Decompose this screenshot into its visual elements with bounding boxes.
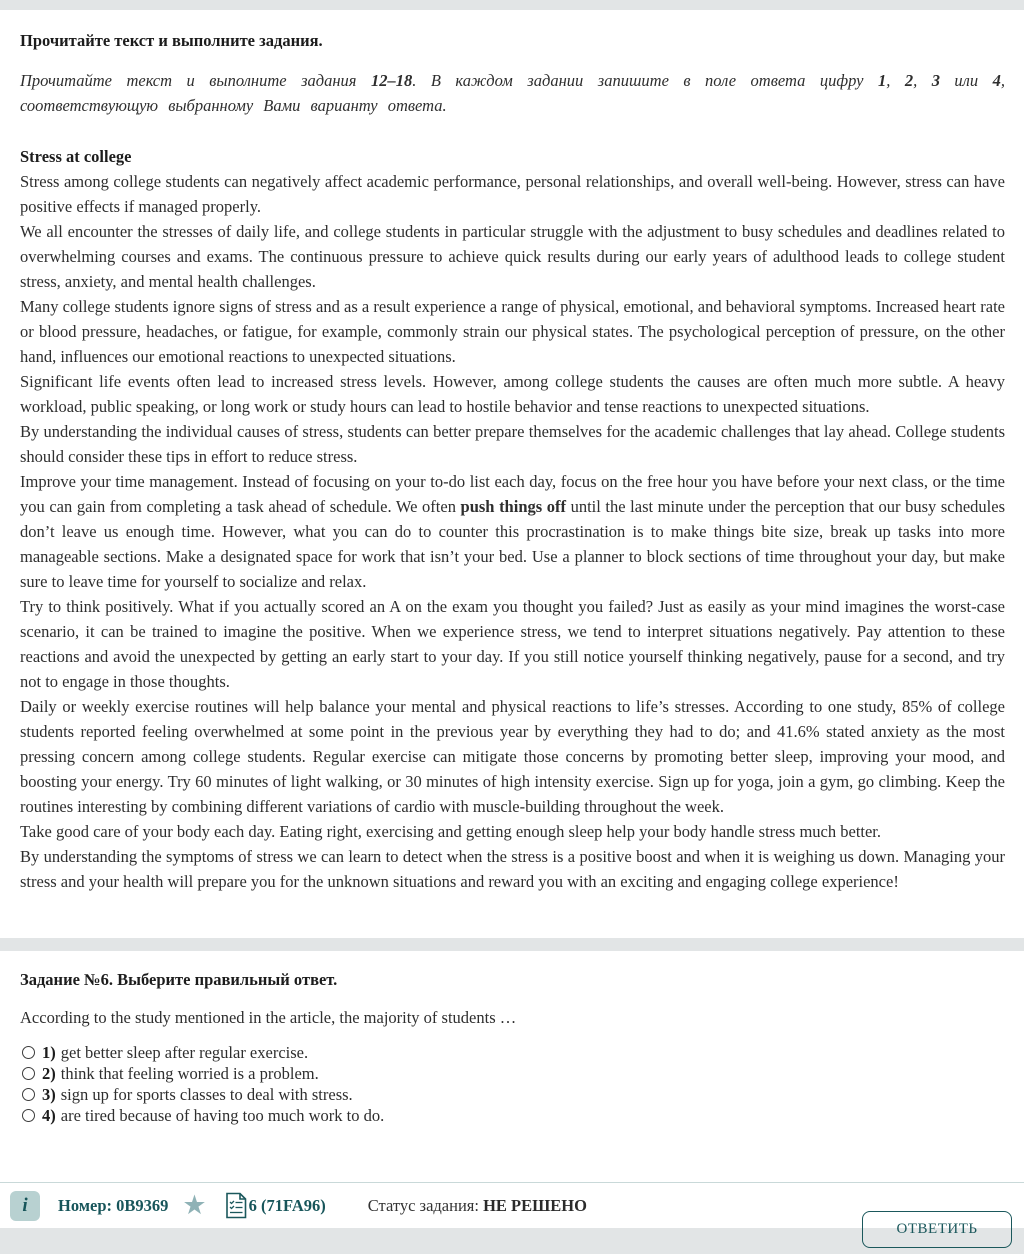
section-divider [0, 938, 1024, 951]
article-text-run: By understanding the individual causes of stress, students can better prepare themselves for the academic challenges that lay ahead. College students should consider these tips in effort to reduce stress. [20, 422, 1005, 466]
article [20, 144, 1005, 894]
article-emphasis: push things off [460, 497, 566, 516]
article-paragraph [20, 294, 1005, 369]
option-number: 3) [42, 1084, 56, 1104]
status-label: Статус задания: [367, 1195, 479, 1215]
task-number-label: Номер: [58, 1195, 113, 1215]
intro-text-run: . В каждом задании запишите в поле ответа цифру [412, 71, 878, 90]
article-paragraph [20, 819, 1005, 844]
top-bar [0, 0, 1024, 10]
intro-text-run: или [939, 71, 993, 90]
article-text-run: By understanding the symptoms of stress we can learn to detect when the stress is a positive boost and when it is weighing us down. Managing your stress and your health will prepare you for the unknown situations and reward you with an exciting and engaging college experience! [20, 847, 1005, 891]
intro-emphasis: 2 [904, 71, 914, 90]
article-text-run: Improve your time management. Instead of focusing on your to-do list each day, focus on the free hour you have before your next class, or the time you can gain from completing a task ahead of schedule. We often [20, 472, 1005, 516]
document-icon-glyph [225, 1192, 247, 1219]
article-paragraph [20, 594, 1005, 694]
option-number: 4) [42, 1105, 56, 1125]
option-number: 2) [42, 1063, 56, 1083]
intro-emphasis: 1 [877, 71, 887, 90]
article-text-run: Take good care of your body each day. Eating right, exercising and getting enough sleep help your body handle stress much better. [20, 822, 882, 841]
options-list [20, 1042, 1005, 1126]
article-text-run: We all encounter the stresses of daily life, and college students in particular struggle with the adjustment to busy schedules and deadlines related to overwhelming courses and exams. The continuous pressure to achieve quick results during our early years of adulthood leads to college student stress, anxiety, and mental health challenges. [20, 222, 1005, 291]
radio-button[interactable] [22, 1046, 35, 1059]
option-row[interactable] [20, 1042, 1005, 1063]
article-text-run: Significant life events often lead to increased stress levels. However, among college students the causes are often much more subtle. A heavy workload, public speaking, or long work or study hours can lead to hostile behavior and tense reactions to unexpected situations. [20, 372, 1005, 416]
answer-button[interactable]: ОТВЕТИТЬ [862, 1211, 1012, 1248]
option-number: 1) [42, 1042, 56, 1062]
article-paragraph [20, 469, 1005, 594]
article-paragraph [20, 369, 1005, 419]
intro-emphasis: 3 [931, 71, 940, 90]
option-row[interactable] [20, 1084, 1005, 1105]
option-row[interactable] [20, 1105, 1005, 1126]
info-icon[interactable]: i [10, 1191, 40, 1221]
question-header: Задание №6. Выберите правильный ответ. [20, 970, 338, 989]
article-text-run: Stress among college students can negatively affect academic performance, personal relationships, and overall well-being. However, stress can have positive effects if managed properly. [20, 172, 1005, 216]
article-paragraph [20, 219, 1005, 294]
question-text: According to the study mentioned in the article, the majority of students … [20, 1008, 517, 1027]
intro-text-run: , соответствующую выбранному Вами варианту ответа. [20, 71, 1005, 115]
document-icon[interactable] [225, 1192, 247, 1219]
option-text: sign up for sports classes to deal with stress. [60, 1084, 353, 1104]
intro-text-run: , [913, 71, 932, 90]
article-title: Stress at college [20, 147, 132, 166]
article-text-run: Daily or weekly exercise routines will help balance your mental and physical reactions to life’s stresses. According to one study, 85% of college students reported feeling overwhelmed at some point in the previous year by everything they had to do; and 41.6% stated anxiety as the most pressing concern among college students. Regular exercise can mitigate those concerns by promoting better sleep, improving your mood, and boosting your energy. Try 60 minutes of light walking, or 30 minutes of high intensity exercise. Sign up for yoga, join a gym, go climbing. Keep the routines interesting by combining different variations of cardio with muscle-building throughout the week. [20, 697, 1005, 816]
article-paragraph [20, 694, 1005, 819]
reading-section [0, 10, 1024, 894]
question-section [0, 951, 1024, 1126]
variant-link[interactable]: 6 (71FA96) [248, 1195, 326, 1215]
intro-text-run: , [886, 71, 905, 90]
option-text: are tired because of having too much work to do. [60, 1105, 385, 1125]
article-text-run: Try to think positively. What if you actually scored an A on the exam you thought you failed? Just as easily as your mind imagines the worst-case scenario, it can be trained to imagine the positive. When we experience stress, we tend to interpret situations negatively. Pay attention to these reactions and avoid the unexpected by getting an early start to your day. If you still notice yourself thinking negatively, pause for a second, and try not to engage in those thoughts. [20, 597, 1005, 691]
star-icon[interactable]: ★ [182, 1190, 207, 1220]
radio-button[interactable] [22, 1067, 35, 1080]
radio-button[interactable] [22, 1088, 35, 1101]
task-status [368, 1196, 587, 1216]
intro-emphasis: 4 [992, 71, 1001, 90]
intro-text-run: Прочитайте текст и выполните задания [20, 71, 371, 90]
article-paragraph [20, 844, 1005, 894]
intro-emphasis: 12–18 [370, 71, 413, 90]
option-text: get better sleep after regular exercise. [60, 1042, 309, 1062]
article-body [20, 169, 1005, 894]
option-row[interactable] [20, 1063, 1005, 1084]
status-value: НЕ РЕШЕНО [483, 1195, 587, 1215]
task-instructions [20, 68, 1005, 118]
article-paragraph [20, 419, 1005, 469]
article-paragraph [20, 169, 1005, 219]
article-text-run: Many college students ignore signs of stress and as a result experience a range of physical, emotional, and behavioral symptoms. Increased heart rate or blood pressure, headaches, or fatigue, for example, commonly strain our physical states. The psychological perception of pressure, on the other hand, influences our emotional reactions to unexpected situations. [20, 297, 1005, 366]
task-number-value: 0B9369 [116, 1195, 169, 1215]
section-instruction: Прочитайте текст и выполните задания. [20, 31, 323, 50]
option-text: think that feeling worried is a problem. [60, 1063, 319, 1083]
task-number [58, 1196, 168, 1216]
article-text-run: until the last minute under the perception that our busy schedules don’t leave us enough time. However, what you can do to counter this procrastination is to make things bite size, break up tasks into more manageable sections. Make a designated space for work that isn’t your bed. Use a planner to block sections of time throughout your day, but make sure to leave time for yourself to socialize and relax. [20, 497, 1005, 591]
radio-button[interactable] [22, 1109, 35, 1122]
